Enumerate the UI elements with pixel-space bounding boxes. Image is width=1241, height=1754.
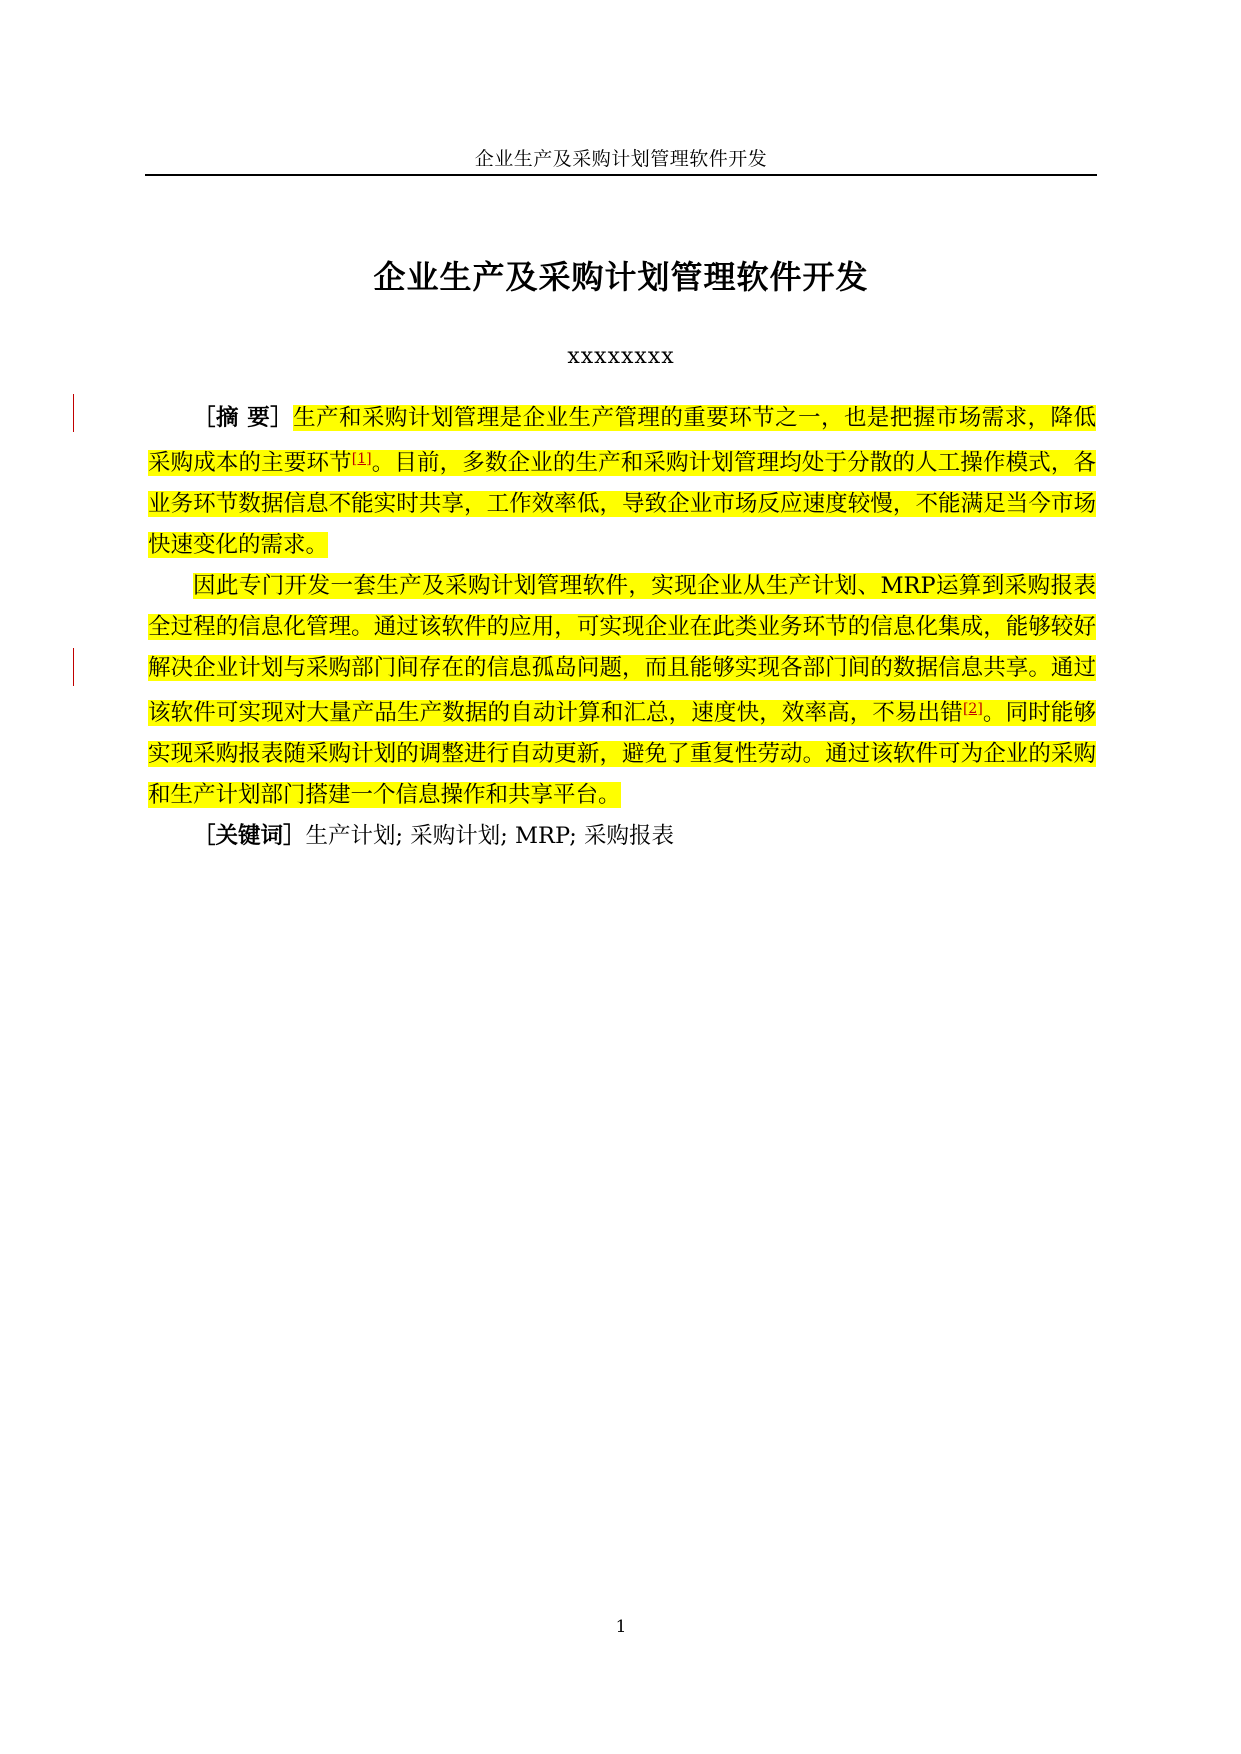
keywords-label: ［关键词］: [193, 823, 306, 849]
abstract-section: [148, 398, 1096, 857]
author-name: xxxxxxxx: [567, 344, 675, 369]
document-title: 企业生产及采购计划管理软件开发: [373, 258, 869, 296]
citation-link[interactable]: [2]: [962, 701, 983, 717]
abstract-paragraph-2: [148, 566, 1096, 816]
highlighted-text: 因此专门开发一套生产及采购计划管理软件，实现企业从生产计划、MRP运算到采购报表全过程的信息化管理。通过该软件的应用，可实现企业在此类业务环节的信息化集成，能够较好解决企业计划与采购部门间存在的信息孤岛问题，而且能够实现各部门间的数据信息共享。通过该软件可实现对大量产品生产数据的自动计算和汇总，速度快，效率高，不易出错: [148, 573, 1096, 726]
revision-bar: [73, 648, 74, 686]
highlighted-text: 生产和采购计划管理是企业生产管理的重要环节之一，也是把握市场需求，降低采购成本的主要环节: [148, 405, 1096, 476]
highlighted-text: 。同时能够实现采购报表随采购计划的调整进行自动更新，避免了重复性劳动。通过该软件可为企业的采购和生产计划部门搭建一个信息操作和共享平台。: [148, 700, 1096, 808]
abstract-paragraph-1: [148, 398, 1096, 566]
citation-link[interactable]: [1]: [351, 451, 372, 467]
keywords-text: 生产计划; 采购计划; MRP; 采购报表: [305, 823, 675, 849]
page-number: 1: [615, 1617, 627, 1637]
keywords-line: [148, 816, 1096, 857]
abstract-label: ［摘 要］: [193, 405, 294, 431]
running-header: 企业生产及采购计划管理软件开发: [474, 148, 768, 170]
revision-bar: [73, 394, 74, 432]
highlighted-text: 。目前，多数企业的生产和采购计划管理均处于分散的人工操作模式，各业务环节数据信息不能实时共享，工作效率低，导致企业市场反应速度较慢，不能满足当今市场快速变化的需求。: [148, 450, 1096, 558]
header-divider: [145, 174, 1097, 176]
